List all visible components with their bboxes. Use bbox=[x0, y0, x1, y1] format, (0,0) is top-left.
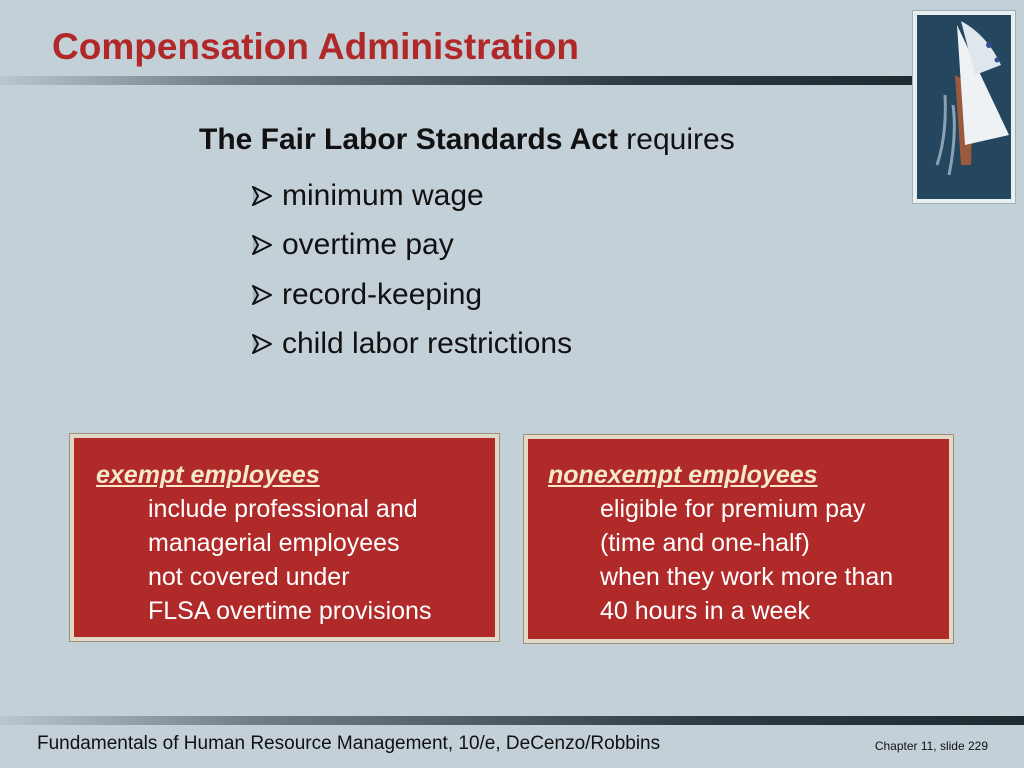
bullet-text: minimum wage bbox=[282, 178, 484, 212]
arrow-bullet-icon bbox=[250, 332, 274, 356]
bullet-text: overtime pay bbox=[282, 228, 454, 262]
exempt-line: not covered under bbox=[148, 563, 350, 591]
exempt-line: include professional and bbox=[148, 495, 418, 523]
intro-text bbox=[199, 123, 735, 157]
nonexempt-line: (time and one-half) bbox=[600, 529, 810, 557]
bullet-text: child labor restrictions bbox=[282, 327, 573, 361]
nonexempt-line: eligible for premium pay bbox=[600, 495, 866, 523]
slide-title: Compensation Administration bbox=[52, 26, 579, 67]
title-divider bbox=[0, 76, 912, 85]
list-item bbox=[250, 171, 572, 221]
requirements-list bbox=[250, 171, 572, 369]
arrow-bullet-icon bbox=[250, 233, 274, 257]
nonexempt-line: 40 hours in a week bbox=[600, 597, 810, 625]
nonexempt-employees-box bbox=[524, 435, 953, 643]
intro-bold: The Fair Labor Standards Act bbox=[199, 123, 618, 156]
bullet-text: record-keeping bbox=[282, 277, 483, 311]
footer-slide-number: Chapter 11, slide 229 bbox=[874, 739, 988, 753]
sailboat-photo-icon bbox=[912, 10, 1016, 204]
intro-rest: requires bbox=[617, 123, 735, 156]
list-item bbox=[250, 320, 572, 370]
footer-source: Fundamentals of Human Resource Management, 10/e, DeCenzo/Robbins bbox=[37, 733, 661, 754]
footer-divider bbox=[0, 716, 1024, 725]
exempt-line: managerial employees bbox=[148, 529, 400, 557]
arrow-bullet-icon bbox=[250, 283, 274, 307]
list-item bbox=[250, 221, 572, 271]
list-item bbox=[250, 270, 572, 320]
exempt-employees-box bbox=[70, 434, 499, 641]
nonexempt-line: when they work more than bbox=[600, 563, 894, 591]
exempt-heading: exempt employees bbox=[96, 461, 320, 489]
exempt-line: FLSA overtime provisions bbox=[148, 597, 432, 625]
nonexempt-heading: nonexempt employees bbox=[548, 461, 818, 489]
arrow-bullet-icon bbox=[250, 184, 274, 208]
